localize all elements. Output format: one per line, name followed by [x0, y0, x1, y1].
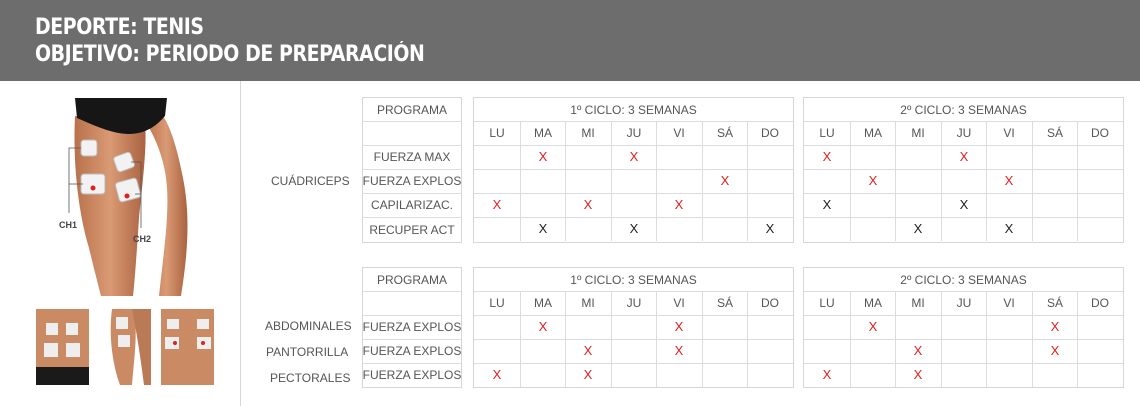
day-header: JU: [956, 126, 972, 140]
schedule-mark: X: [1050, 343, 1060, 358]
day-header: JU: [956, 296, 972, 310]
program-row: FUERZA EXPLOS: [362, 368, 462, 382]
day-header: MA: [534, 296, 552, 310]
day-header: LU: [489, 296, 505, 310]
day-header: MA: [864, 126, 882, 140]
schedule-mark: X: [913, 367, 923, 382]
schedule-mark: X: [959, 197, 969, 212]
schedule-mark: X: [720, 173, 730, 188]
calf-electrode-thumbnail: [98, 309, 151, 385]
program-row: FUERZA MAX: [373, 150, 451, 164]
program-header: PROGRAMA: [376, 102, 447, 117]
schedule-mark: X: [538, 149, 548, 164]
day-header: MI: [581, 296, 595, 310]
cycle-title: 1º CICLO: 3 SEMANAS: [570, 102, 697, 117]
cycle2-table-2: [803, 267, 1124, 388]
cycle-title: 1º CICLO: 3 SEMANAS: [570, 272, 697, 287]
program-table-1: [362, 97, 462, 243]
day-header: MA: [534, 126, 552, 140]
day-header: SÁ: [716, 126, 733, 140]
schedule-mark: X: [913, 343, 923, 358]
cycle-title: 2º CICLO: 3 SEMANAS: [900, 102, 1027, 117]
abdominal-electrode-thumbnail: [36, 309, 89, 385]
muscle-label-cuadriceps: CUÁDRICEPS: [271, 174, 350, 188]
schedule-mark: X: [868, 173, 878, 188]
day-header: LU: [819, 296, 835, 310]
day-header: DO: [761, 296, 779, 310]
schedule-mark: X: [583, 343, 593, 358]
schedule-mark: X: [765, 221, 775, 236]
day-header: SÁ: [1046, 126, 1063, 140]
day-header: DO: [1091, 296, 1109, 310]
day-header: JU: [626, 296, 642, 310]
schedule-mark: X: [674, 319, 684, 334]
day-header: MI: [581, 126, 595, 140]
schedule-mark: X: [822, 149, 832, 164]
sport-title: DEPORTE: TENIS: [35, 15, 204, 40]
day-header: VI: [673, 296, 685, 310]
day-header: SÁ: [1046, 296, 1063, 310]
schedule-mark: X: [674, 343, 684, 358]
day-header: DO: [761, 126, 779, 140]
day-header: VI: [1003, 296, 1015, 310]
schedule-mark: X: [583, 197, 593, 212]
program-row: FUERZA EXPLOS: [362, 344, 462, 358]
schedule-mark: X: [629, 221, 639, 236]
schedule-mark: X: [492, 367, 502, 382]
day-header: MA: [864, 296, 882, 310]
cycle2-table-1: [803, 97, 1124, 243]
program-header: PROGRAMA: [376, 272, 447, 287]
schedule-mark: X: [868, 319, 878, 334]
schedule-mark: X: [538, 221, 548, 236]
schedule-mark: X: [538, 319, 548, 334]
ch1-label: CH1: [59, 220, 78, 230]
day-header: LU: [489, 126, 505, 140]
schedule-mark: X: [959, 149, 969, 164]
leg-electrode-image: [55, 98, 213, 296]
schedule-mark: X: [629, 149, 639, 164]
program-row: CAPILARIZAC.: [370, 198, 454, 212]
day-header: VI: [1003, 126, 1015, 140]
muscle-label-pectorales: PECTORALES: [270, 371, 351, 385]
day-header: SÁ: [716, 296, 733, 310]
cycle1-table-1: [473, 97, 794, 243]
objective-title: OBJETIVO: PERIODO DE PREPARACIÓN: [35, 42, 425, 67]
day-header: VI: [673, 126, 685, 140]
schedule-mark: X: [1050, 319, 1060, 334]
cycle1-table-2: [473, 267, 794, 388]
page-header: [0, 0, 1140, 81]
schedule-mark: X: [492, 197, 502, 212]
schedule-mark: X: [822, 197, 832, 212]
schedule-mark: X: [1004, 221, 1014, 236]
program-table-2: [362, 267, 462, 388]
schedule-mark: X: [1004, 173, 1014, 188]
program-row: RECUPER ACT: [369, 222, 455, 237]
muscle-label-pantorrilla: PANTORRILLA: [266, 345, 349, 359]
day-header: LU: [819, 126, 835, 140]
day-header: MI: [911, 126, 925, 140]
pectoral-electrode-thumbnail: [161, 309, 214, 385]
program-row: FUERZA EXPLOS: [362, 320, 462, 334]
program-row: FUERZA EXPLOS: [362, 174, 462, 188]
schedule-mark: X: [913, 221, 923, 236]
ch2-label: CH2: [133, 234, 152, 244]
schedule-mark: X: [583, 367, 593, 382]
schedule-mark: X: [822, 367, 832, 382]
day-header: DO: [1091, 126, 1109, 140]
vertical-divider: [240, 81, 241, 406]
day-header: JU: [626, 126, 642, 140]
day-header: MI: [911, 296, 925, 310]
muscle-label-abdominales: ABDOMINALES: [265, 319, 352, 333]
cycle-title: 2º CICLO: 3 SEMANAS: [900, 272, 1027, 287]
schedule-mark: X: [674, 197, 684, 212]
